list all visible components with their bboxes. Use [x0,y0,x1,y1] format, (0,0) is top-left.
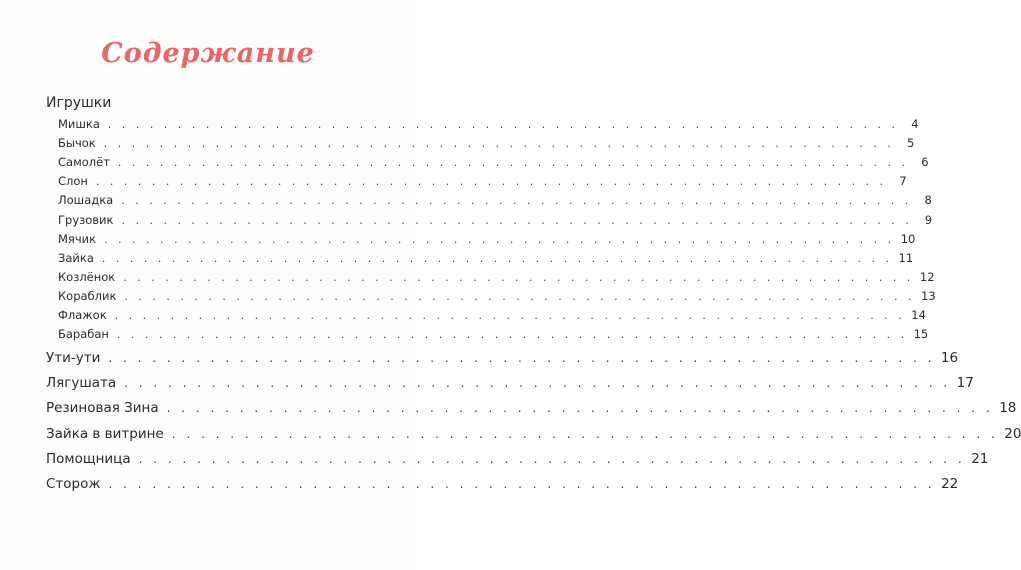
toc-entry-title: Зайка в витрине [46,425,164,442]
toc-entry-title: Лягушата [46,375,117,392]
toc-entry-title: Помощница [46,450,131,467]
dot-leader: . . . . . . . . . . . . . . . . . . . . . . . . . . . . . . . . . . . . . . . . . . . . . . . . . . . . . . . . . [108,477,936,491]
dot-leader: . . . . . . . . . . . . . . . . . . . . . . . . . . . . . . . . . . . . . . . . . . . . . . . . . . . . . . . . . [108,351,935,365]
toc-entry-title: Козлёнок [58,269,116,284]
toc-entry[interactable] [46,375,974,393]
dot-leader: . . . . . . . . . . . . . . . . . . . . . . . . . . . . . . . . . . . . . . . . . . . . . . . . . . . . . . . . . [101,251,893,265]
dot-leader: . . . . . . . . . . . . . . . . . . . . . . . . . . . . . . . . . . . . . . . . . . . . . . . . . . . . . . . . . [116,328,908,342]
toc-entry[interactable] [46,350,959,368]
dot-leader: . . . . . . . . . . . . . . . . . . . . . . . . . . . . . . . . . . . . . . . . . . . . . . . . . . . . . . . . . [121,194,912,208]
dot-leader: . . . . . . . . . . . . . . . . . . . . . . . . . . . . . . . . . . . . . . . . . . . . . . . . . . . . . . . . . [124,289,916,303]
toc-entry-page-number: 5 [907,136,915,151]
toc-entry-page-number: 8 [924,193,932,208]
toc-entry[interactable] [58,269,935,288]
dot-leader: . . . . . . . . . . . . . . . . . . . . . . . . . . . . . . . . . . . . . . . . . . . . . . . . . . . . . . . . . [104,232,895,246]
toc-entry-page-number: 10 [900,231,916,246]
toc-entry[interactable] [58,250,914,269]
toc-entry-page-number: 13 [921,288,936,303]
toc-entry-page-number: 12 [919,269,935,284]
toc-entry-page-number: 15 [913,327,929,342]
toc-entry-title: Самолёт [58,155,110,170]
toc-entry-title: Мячик [58,231,97,246]
toc-section-heading: Игрушки [46,95,112,111]
dot-leader: . . . . . . . . . . . . . . . . . . . . . . . . . . . . . . . . . . . . . . . . . . . . . . . . . . . . . . . . . [171,426,999,441]
toc-entry[interactable] [58,231,916,250]
toc-entry[interactable] [58,327,929,345]
toc-entry[interactable] [58,174,907,192]
toc-entry[interactable] [58,193,932,211]
toc-entry-page-number: 17 [956,375,974,392]
toc-entry[interactable] [46,476,959,494]
toc-entry[interactable] [58,212,933,231]
dot-leader: . . . . . . . . . . . . . . . . . . . . . . . . . . . . . . . . . . . . . . . . . . . . . . . . . . . . . . . . . [117,156,909,170]
dot-leader: . . . . . . . . . . . . . . . . . . . . . . . . . . . . . . . . . . . . . . . . . . . . . . . . . . . . . . . . . [114,309,906,322]
toc-entry-title: Грузовик [58,212,114,227]
toc-entry-page-number: 21 [971,450,989,467]
dot-leader: . . . . . . . . . . . . . . . . . . . . . . . . . . . . . . . . . . . . . . . . . . . . . . . . . . . . . . . . . [123,270,914,284]
toc-entry-page-number: 14 [911,308,926,322]
dot-leader: . . . . . . . . . . . . . . . . . . . . . . . . . . . . . . . . . . . . . . . . . . . . . . . . . . . . . . . . . [107,118,899,131]
toc-entry[interactable] [58,288,936,307]
toc-entry-title: Резиновая Зина [46,400,159,417]
toc-entry[interactable] [58,136,915,154]
toc-entry-page-number: 11 [898,250,914,265]
toc-entry-page-number: 20 [1004,425,1021,442]
dot-leader: . . . . . . . . . . . . . . . . . . . . . . . . . . . . . . . . . . . . . . . . . . . . . . . . . . . . . . . . . [95,175,887,189]
dot-leader: . . . . . . . . . . . . . . . . . . . . . . . . . . . . . . . . . . . . . . . . . . . . . . . . . . . . . . . . . [124,376,951,391]
toc-entry-page-number: 6 [921,155,929,170]
toc-entry-title: Кораблик [58,288,117,303]
toc-entry[interactable] [46,450,989,469]
dot-leader: . . . . . . . . . . . . . . . . . . . . . . . . . . . . . . . . . . . . . . . . . . . . . . . . . . . . . . . . . [103,137,895,151]
toc-entry-title: Лошадка [58,193,114,208]
toc-entry-title: Флажок [58,308,107,322]
toc-entry[interactable] [58,155,929,173]
toc-entry-page-number: 7 [899,174,907,189]
toc-entry[interactable] [46,400,1017,418]
dot-leader: . . . . . . . . . . . . . . . . . . . . . . . . . . . . . . . . . . . . . . . . . . . . . . . . . . . . . . . . . [138,451,966,466]
toc-entry-title: Мишка [58,117,100,131]
toc-entry-title: Ути-ути [46,350,101,366]
toc-entry[interactable] [46,425,1021,444]
page-title: Содержание [101,38,315,69]
toc-entry-page-number: 18 [999,400,1017,417]
toc-entry-title: Бычок [58,136,96,151]
toc-entry-page-number: 16 [940,350,959,366]
dot-leader: . . . . . . . . . . . . . . . . . . . . . . . . . . . . . . . . . . . . . . . . . . . . . . . . . . . . . . . . . [121,213,913,227]
dot-leader: . . . . . . . . . . . . . . . . . . . . . . . . . . . . . . . . . . . . . . . . . . . . . . . . . . . . . . . . . [166,401,994,416]
toc-entry-page-number: 9 [924,212,933,227]
toc-entry[interactable] [58,117,919,135]
toc-entry-page-number: 4 [911,117,919,131]
toc-entry-title: Слон [58,174,88,189]
toc-entry-page-number: 22 [941,476,959,492]
toc-entry-title: Барабан [58,327,109,342]
toc-entry[interactable] [58,308,926,326]
toc-entry-title: Сторож [46,476,101,492]
toc-entry-title: Зайка [58,250,94,265]
